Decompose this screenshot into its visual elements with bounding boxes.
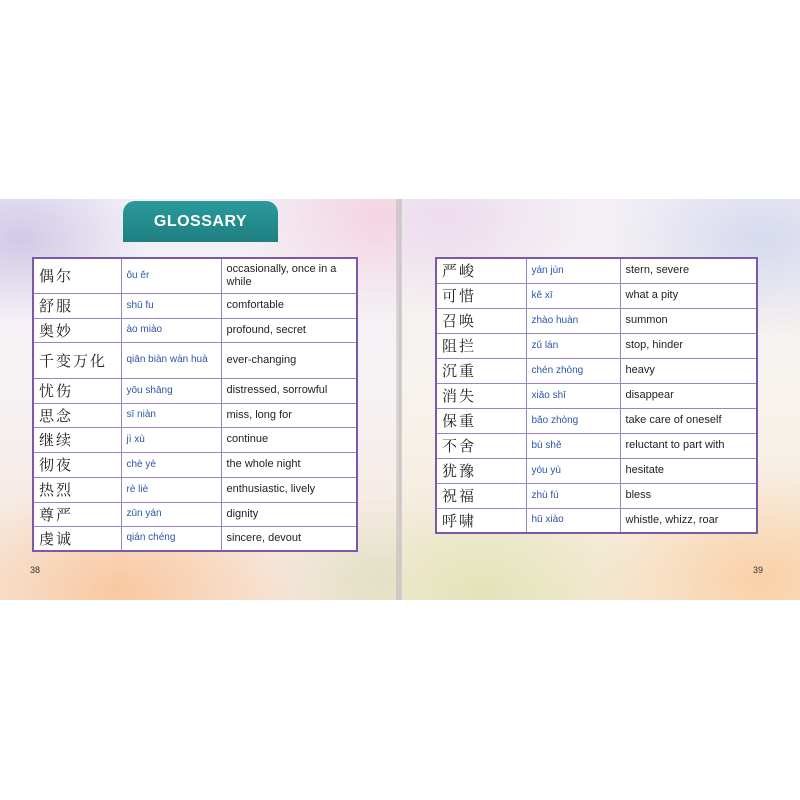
- english-meaning: miss, long for: [221, 403, 357, 427]
- glossary-row: [436, 333, 757, 358]
- pinyin-reading: bǎo zhòng: [526, 408, 620, 433]
- pinyin-reading: bù shě: [526, 433, 620, 458]
- pinyin-reading: sī niàn: [121, 403, 221, 427]
- english-meaning: stern, severe: [620, 258, 757, 283]
- glossary-row: [436, 483, 757, 508]
- pinyin-reading: qián chéng: [121, 526, 221, 551]
- pinyin-reading: zǔ lán: [526, 333, 620, 358]
- english-meaning: bless: [620, 483, 757, 508]
- pinyin-reading: chén zhòng: [526, 358, 620, 383]
- chinese-term: 不舍: [436, 433, 526, 458]
- english-meaning: summon: [620, 308, 757, 333]
- glossary-row: [33, 378, 357, 403]
- chinese-term: 彻夜: [33, 452, 121, 477]
- pinyin-reading: jì xù: [121, 427, 221, 452]
- pinyin-reading: yóu yù: [526, 458, 620, 483]
- english-meaning: reluctant to part with: [620, 433, 757, 458]
- english-meaning: distressed, sorrowful: [221, 378, 357, 403]
- pinyin-reading: zūn yán: [121, 502, 221, 526]
- pinyin-reading: chè yè: [121, 452, 221, 477]
- glossary-row: [436, 258, 757, 283]
- left-page: [0, 199, 398, 600]
- chinese-term: 严峻: [436, 258, 526, 283]
- glossary-row: [33, 502, 357, 526]
- pinyin-reading: qiān biàn wàn huà: [121, 342, 221, 378]
- chinese-term: 热烈: [33, 477, 121, 502]
- glossary-row: [33, 293, 357, 318]
- glossary-row: [33, 318, 357, 342]
- pinyin-reading: ǒu ěr: [121, 258, 221, 293]
- chinese-term: 召唤: [436, 308, 526, 333]
- english-meaning: take care of oneself: [620, 408, 757, 433]
- glossary-row: [436, 408, 757, 433]
- page-number-right: 39: [753, 565, 764, 575]
- chinese-term: 尊严: [33, 502, 121, 526]
- pinyin-reading: zhào huàn: [526, 308, 620, 333]
- pinyin-reading: kě xī: [526, 283, 620, 308]
- chinese-term: 沉重: [436, 358, 526, 383]
- book-spread: [0, 199, 800, 600]
- page-number-left: 38: [30, 565, 41, 575]
- english-meaning: profound, secret: [221, 318, 357, 342]
- chinese-term: 祝福: [436, 483, 526, 508]
- glossary-row: [33, 477, 357, 502]
- english-meaning: what a pity: [620, 283, 757, 308]
- english-meaning: continue: [221, 427, 357, 452]
- english-meaning: comfortable: [221, 293, 357, 318]
- chinese-term: 千变万化: [33, 342, 121, 378]
- chinese-term: 保重: [436, 408, 526, 433]
- glossary-row: [33, 342, 357, 378]
- pinyin-reading: hū xiào: [526, 508, 620, 533]
- chinese-term: 呼啸: [436, 508, 526, 533]
- english-meaning: heavy: [620, 358, 757, 383]
- english-meaning: stop, hinder: [620, 333, 757, 358]
- pinyin-reading: yán jùn: [526, 258, 620, 283]
- english-meaning: ever-changing: [221, 342, 357, 378]
- glossary-row: [436, 508, 757, 533]
- english-meaning: hesitate: [620, 458, 757, 483]
- chinese-term: 消失: [436, 383, 526, 408]
- pinyin-reading: rè liè: [121, 477, 221, 502]
- english-meaning: whistle, whizz, roar: [620, 508, 757, 533]
- glossary-row: [33, 427, 357, 452]
- glossary-table-right: [435, 257, 758, 534]
- chinese-term: 虔诚: [33, 526, 121, 551]
- chinese-term: 奥妙: [33, 318, 121, 342]
- glossary-row: [436, 458, 757, 483]
- glossary-row: [33, 526, 357, 551]
- glossary-title: GLOSSARY: [153, 212, 248, 230]
- glossary-table-left: [32, 257, 358, 552]
- glossary-row: [436, 358, 757, 383]
- pinyin-reading: shū fu: [121, 293, 221, 318]
- chinese-term: 忧伤: [33, 378, 121, 403]
- glossary-row: [436, 308, 757, 333]
- chinese-term: 犹豫: [436, 458, 526, 483]
- glossary-row: [436, 383, 757, 408]
- english-meaning: sincere, devout: [221, 526, 357, 551]
- glossary-row: [33, 258, 357, 293]
- glossary-row: [436, 433, 757, 458]
- english-meaning: dignity: [221, 502, 357, 526]
- pinyin-reading: zhù fú: [526, 483, 620, 508]
- right-page: [402, 199, 800, 600]
- english-meaning: disappear: [620, 383, 757, 408]
- glossary-row: [436, 283, 757, 308]
- glossary-row: [33, 403, 357, 427]
- english-meaning: enthusiastic, lively: [221, 477, 357, 502]
- pinyin-reading: yōu shāng: [121, 378, 221, 403]
- chinese-term: 可惜: [436, 283, 526, 308]
- glossary-header-tab: [123, 201, 278, 242]
- chinese-term: 阻拦: [436, 333, 526, 358]
- pinyin-reading: xiāo shī: [526, 383, 620, 408]
- pinyin-reading: ào miào: [121, 318, 221, 342]
- chinese-term: 偶尔: [33, 258, 121, 293]
- english-meaning: the whole night: [221, 452, 357, 477]
- chinese-term: 舒服: [33, 293, 121, 318]
- chinese-term: 思念: [33, 403, 121, 427]
- chinese-term: 继续: [33, 427, 121, 452]
- glossary-row: [33, 452, 357, 477]
- english-meaning: occasionally, once in a while: [221, 258, 357, 293]
